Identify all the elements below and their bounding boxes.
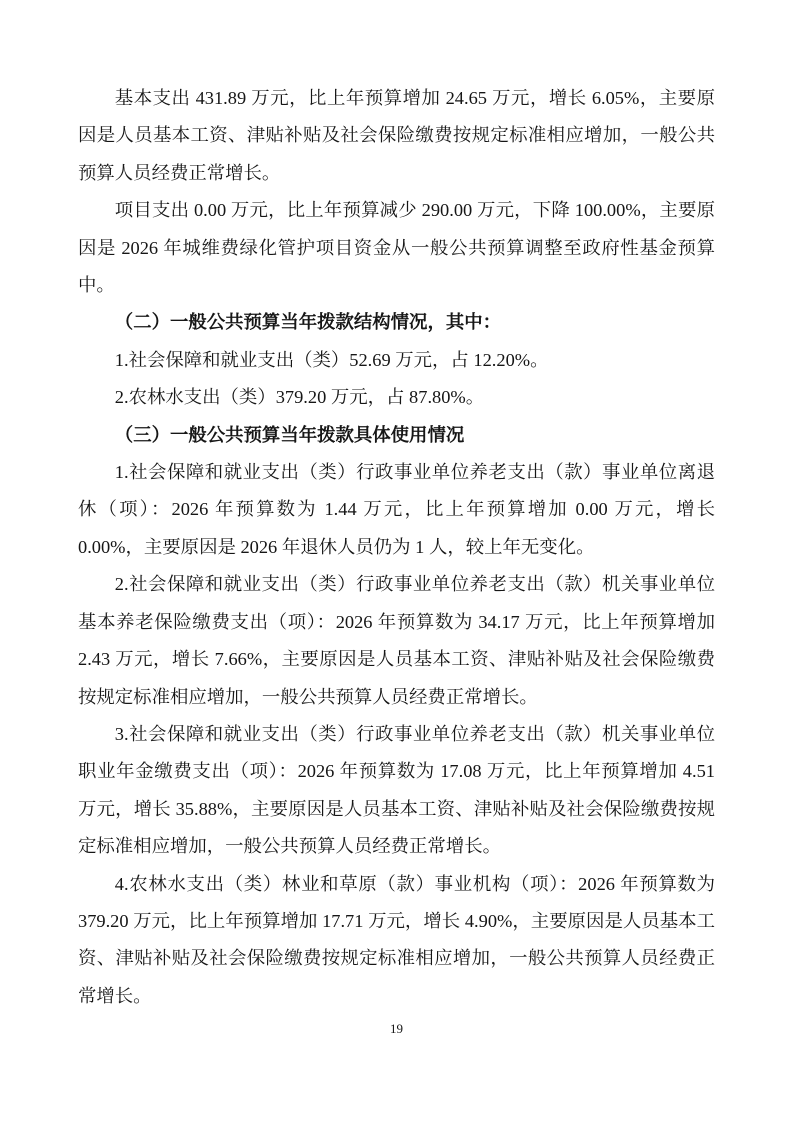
paragraph-project-expenditure: 项目支出 0.00 万元，比上年预算减少 290.00 万元，下降 100.00%，主要原因是 2026 年城维费绿化管护项目资金从一般公共预算调整至政府性基金预算中。 [78,200,715,296]
list-item-agriculture-water-share: 2.农林水支出（类）379.20 万元，占 87.80%。 [114,387,485,408]
paragraph-usage-item-2-basic-pension: 2.社会保障和就业支出（类）行政事业单位养老支出（款）机关事业单位基本养老保险缴费支出（项）：2026 年预算数为 34.17 万元，比上年预算增加 2.43 万元，增长 7.66%，主要原因是人员基本工资、津贴补贴及社会保险缴费按规定标准相应增加，一般公共预算人员经费正常增长。 [78,574,715,707]
paragraph-usage-item-4-forestry: 4.农林水支出（类）林业和草原（款）事业机构（项）：2026 年预算数为 379.20 万元，比上年预算增加 17.71 万元，增长 4.90%，主要原因是人员基本工资、津贴补贴及社会保险缴费按规定标准相应增加，一般公共预算人员经费正常增长。 [78,873,715,1006]
paragraph-usage-item-1-retirement: 1.社会保障和就业支出（类）行政事业单位养老支出（款）事业单位离退休（项）：2026 年预算数为 1.44 万元，比上年预算增加 0.00 万元，增长 0.00%，主要原因是 2026 年退休人员仍为 1 人，较上年无变化。 [78,462,715,557]
paragraph-usage-item-3-annuity: 3.社会保障和就业支出（类）行政事业单位养老支出（款）机关事业单位职业年金缴费支出（项）：2026 年预算数为 17.08 万元，比上年预算增加 4.51 万元，增长 35.88%，主要原因是人员基本工资、津贴补贴及社会保险缴费按规定标准相应增加，一般公共预算人员经费正常增长。 [78,723,715,857]
paragraph-basic-expenditure: 基本支出 431.89 万元，比上年预算增加 24.65 万元，增长 6.05%，主要原因是人员基本工资、津贴补贴及社会保险缴费按规定标准相应增加，一般公共预算人员经费正常增长。 [78,88,715,183]
page-number: 19 [390,1021,403,1036]
page-footer [0,1020,793,1038]
document-body [78,80,715,1015]
heading-section-3-allocation-usage: （三）一般公共预算当年拨款具体使用情况 [114,424,465,445]
list-item-social-security-share: 1.社会保障和就业支出（类）52.69 万元，占 12.20%。 [114,349,549,370]
heading-section-2-allocation-structure: （二）一般公共预算当年拨款结构情况，其中： [114,312,502,333]
